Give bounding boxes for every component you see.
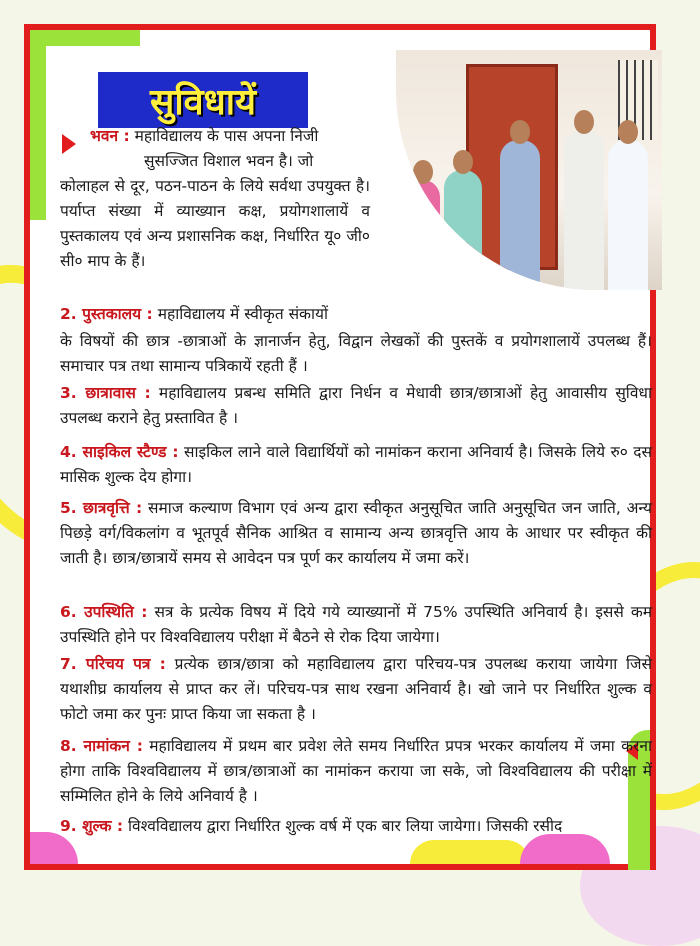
- section-5: [60, 496, 652, 571]
- section-6: [60, 600, 652, 650]
- group-photo: [396, 50, 662, 290]
- section-label: 8. नामांकन :: [60, 737, 143, 755]
- section-label: 5. छात्रवृत्ति :: [60, 499, 143, 517]
- section-label: भवन :: [90, 127, 130, 145]
- section-9: [60, 814, 652, 839]
- section-8: [60, 734, 652, 809]
- section-text: समाज कल्याण विभाग एवं अन्य द्वारा स्वीकृत अनुसूचित जाति अनुसूचित जन जाति, अन्य पिछड़े वर्ग/विकलांग व भूतपूर्व सैनिक आश्रित व सामान्य अन्य छात्रवृत्ति आय के आधार पर स्वीकृत की जाती है। छात्र/छात्रायें समय से आवेदन पत्र पूर्ण कर कार्यालय में जमा करें।: [60, 499, 652, 567]
- section-text: साइकिल लाने वाले विद्यार्थियों को नामांकन कराना अनिवार्य है। जिसके लिये रु० दस मासिक शुल्क देय होगा।: [60, 443, 652, 486]
- photo-person: [564, 130, 604, 290]
- photo-person-head: [413, 160, 433, 184]
- section-3: [60, 381, 652, 431]
- section-2-body: के विषयों की छात्र -छात्राओं के ज्ञानार्जन हेतु, विद्वान लेखकों की पुस्तकें व प्रयोगशालायें उपलब्ध हैं। समाचार पत्र तथा सामान्य पत्रिकायें रहती हैं ।: [60, 332, 652, 375]
- section-label: 6. उपस्थिति :: [60, 603, 148, 621]
- decor-yellow-shape: [410, 840, 530, 864]
- section-1-continuation: सुसज्जित विशाल भवन है। जो: [144, 152, 314, 170]
- section-text: महाविद्यालय प्रबन्ध समिति द्वारा निर्धन व मेधावी छात्र/छात्राओं हेतु आवासीय सुविधा उपलब्ध कराने हेतु प्रस्तावित है ।: [60, 384, 652, 427]
- section-text: महाविद्यालय में प्रथम बार प्रवेश लेते समय निर्धारित प्रपत्र भरकर कार्यालय में जमा करना होगा ताकि विश्वविद्यालय में छात्र/छात्राओं का नामांकन कराया जा सके, जो विश्वविद्यालय की परीक्षा में सम्मिलित होने के लिये अनिवार्य है ।: [60, 737, 652, 805]
- decor-green-bar: [30, 30, 140, 46]
- section-text: विश्वविद्यालय द्वारा निर्धारित शुल्क वर्ष में एक बार लिया जायेगा। जिसकी रसीद: [128, 817, 563, 835]
- section-text: महाविद्यालय में स्वीकृत संकायों: [157, 305, 328, 323]
- section-label: 2. पुस्तकालय :: [60, 305, 153, 323]
- page-frame: [24, 24, 656, 870]
- decor-green-bar: [30, 30, 46, 220]
- photo-person-head: [618, 120, 638, 144]
- photo-person: [608, 140, 648, 290]
- page-title: सुविधायें: [98, 72, 308, 128]
- section-text: सत्र के प्रत्येक विषय में दिये गये व्याख्यानों में 75% उपस्थिति अनिवार्य है। इससे कम उपस्थिति होने पर विश्वविद्यालय परीक्षा में बैठने से रोक दिया जायेगा।: [60, 603, 652, 646]
- section-text: प्रत्येक छात्र/छात्रा को महाविद्यालय द्वारा परिचय-पत्र उपलब्ध कराया जायेगा जिसे यथाशीघ्र कार्यालय से प्राप्त कर लें। परिचय-पत्र साथ रखना अनिवार्य है। खो जाने पर निर्धारित शुल्क व फोटो जमा कर पुनः प्राप्त किया जा सकता है ।: [60, 655, 652, 723]
- photo-person-head: [453, 150, 473, 174]
- photo-person-head: [510, 120, 530, 144]
- section-label: 9. शुल्क :: [60, 817, 124, 835]
- section-7: [60, 652, 652, 727]
- section-4: [60, 440, 652, 490]
- bullet-arrow-icon: [62, 134, 76, 154]
- section-label: 3. छात्रावास :: [60, 384, 151, 402]
- section-1: [90, 124, 390, 149]
- photo-person: [406, 180, 440, 290]
- photo-person: [500, 140, 540, 290]
- photo-person-head: [574, 110, 594, 134]
- section-1-body: कोलाहल से दूर, पठन-पाठन के लिये सर्वथा उपयुक्त है। पर्याप्त संख्या में व्याख्यान कक्ष, प्रयोगशालायें व पुस्तकालय एवं अन्य प्रशासनिक कक्ष, निर्धारित यू० जी० सी० माप के हैं।: [60, 177, 370, 270]
- section-label: 7. परिचय पत्र :: [60, 655, 166, 673]
- section-2: [60, 302, 400, 327]
- section-text: महाविद्यालय के पास अपना निजी: [134, 127, 319, 145]
- section-label: 4. साइकिल स्टैण्ड :: [60, 443, 179, 461]
- photo-person: [444, 170, 482, 290]
